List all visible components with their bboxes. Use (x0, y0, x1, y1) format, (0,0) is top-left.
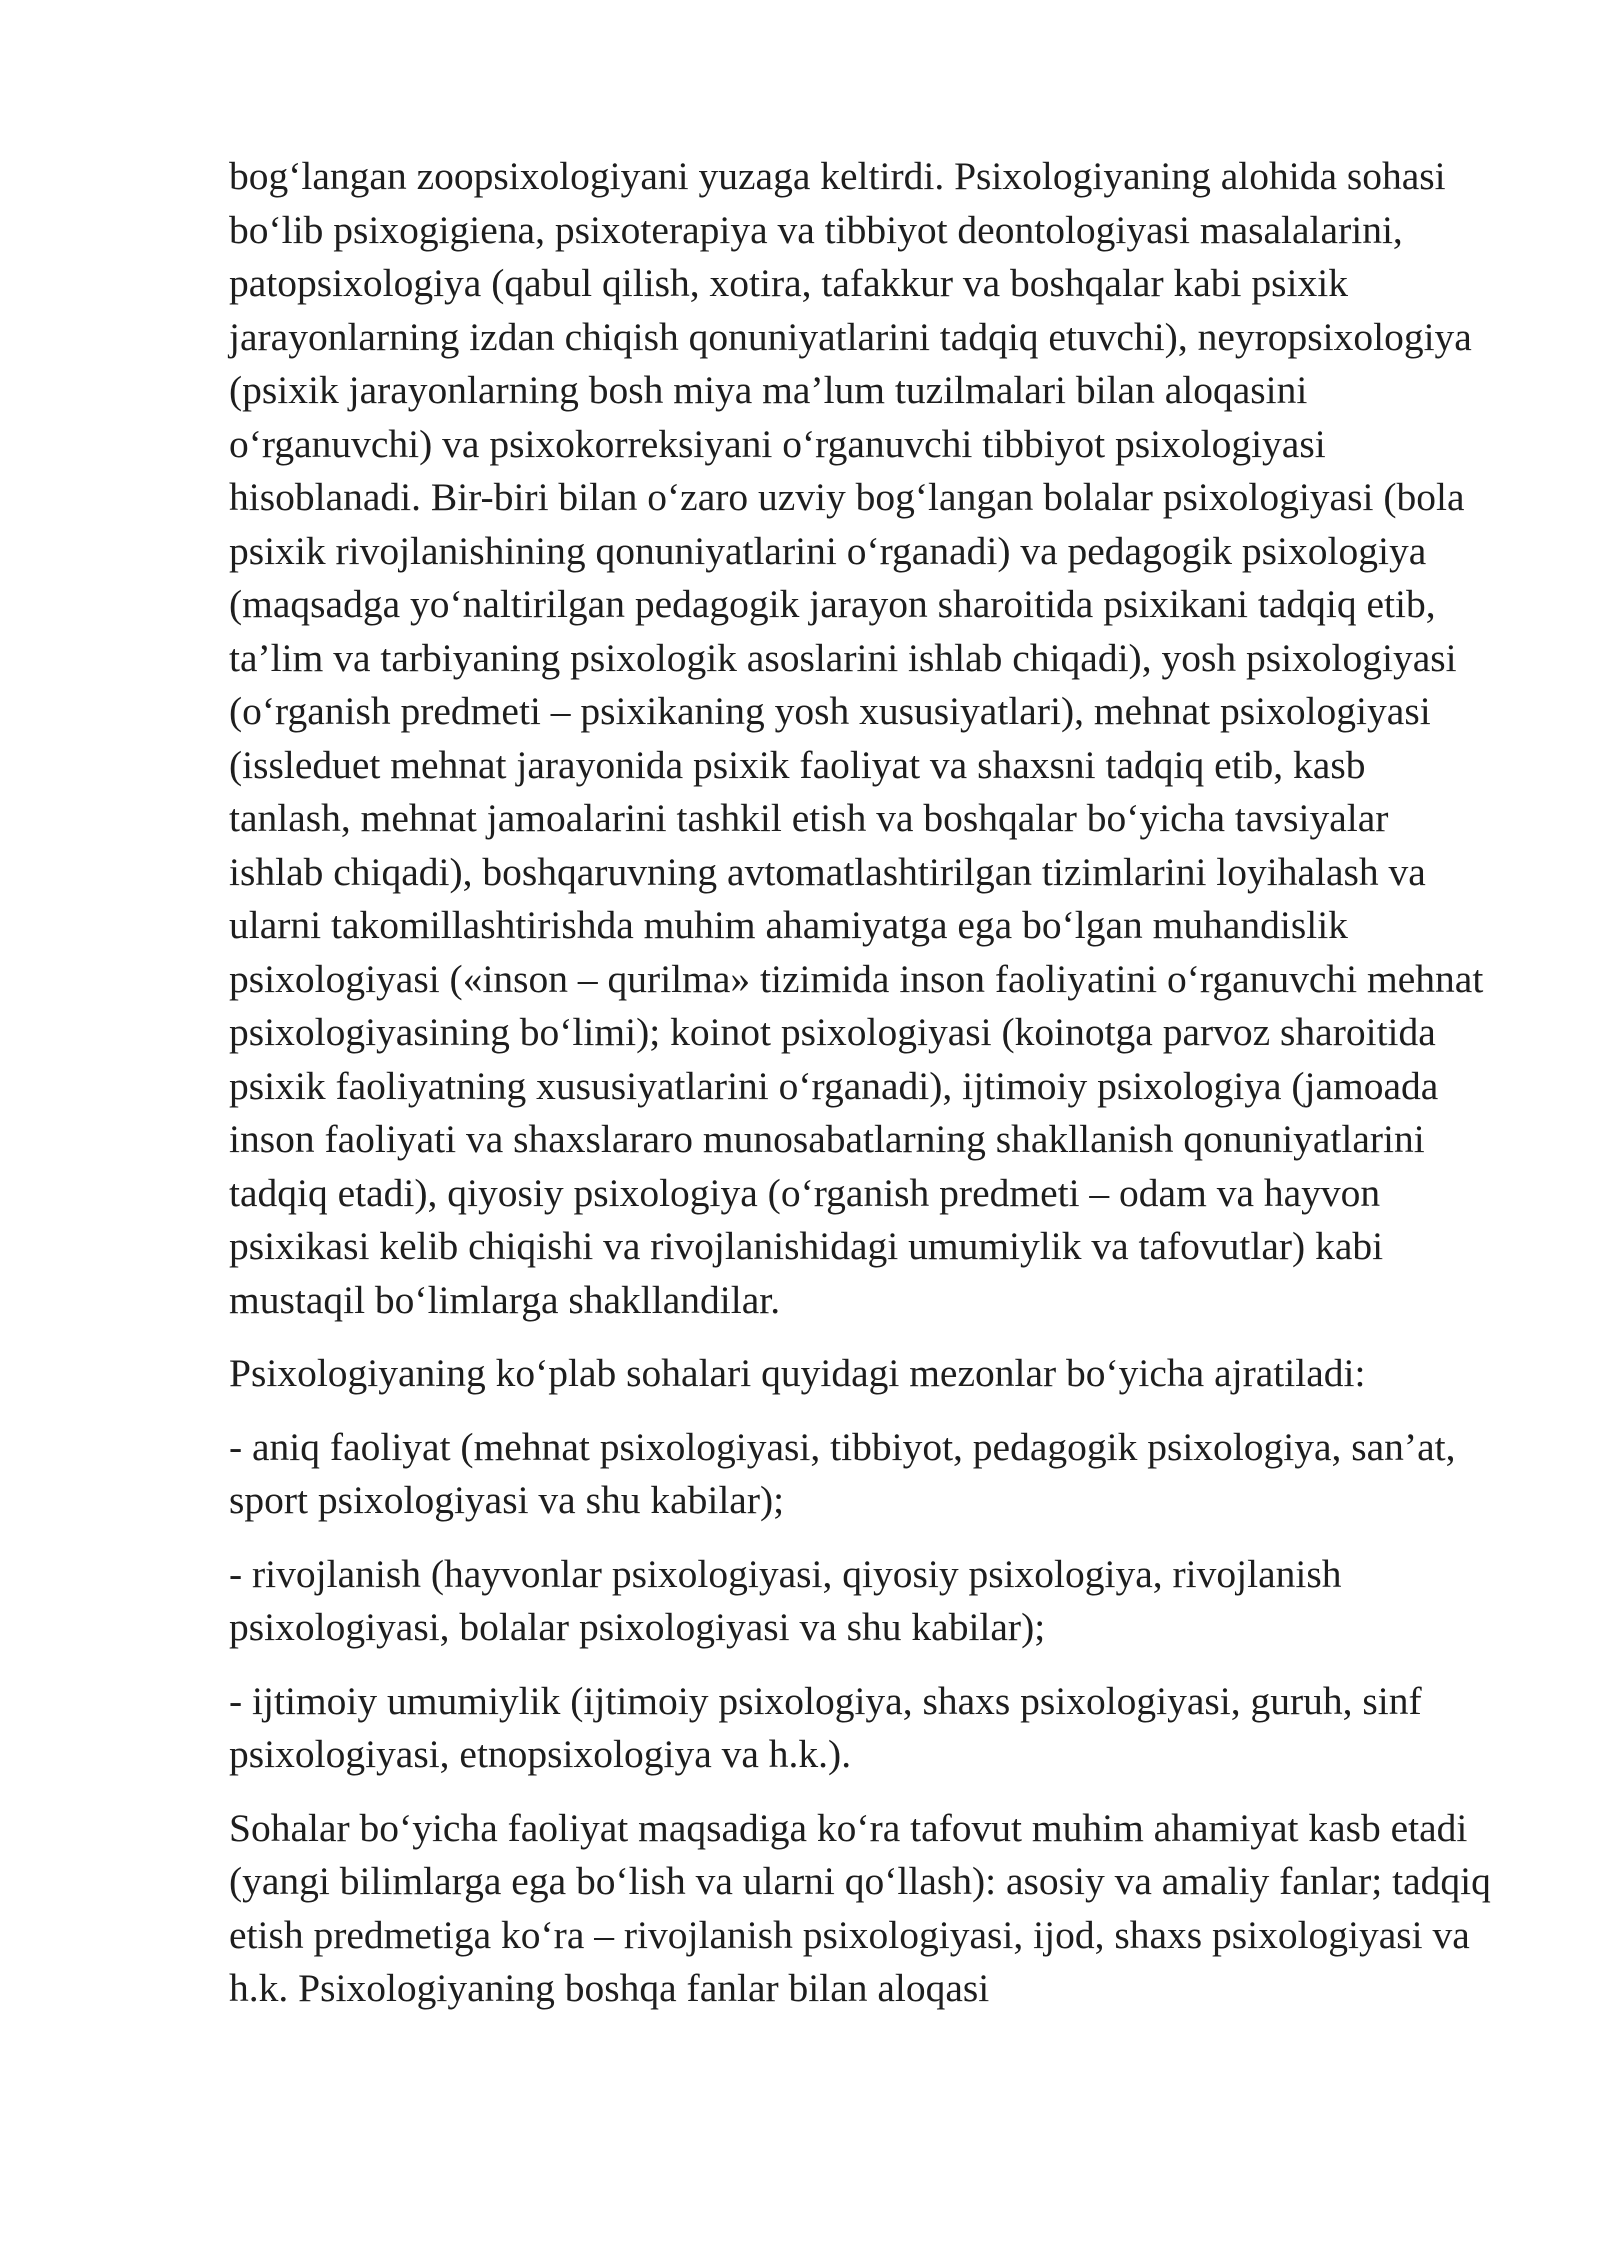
text-column (229, 150, 1491, 2036)
list-item-social-commonality: - ijtimoiy umumiylik (ijtimoiy psixologiya, shaxs psixologiyasi, guruh, sinf psixologiyasi, etnopsixologiya va h.k.). (229, 1678, 1422, 1776)
paragraph-activity-goals: Sohalar bo‘yicha faoliyat maqsadiga ko‘ra tafovut muhim ahamiyat kasb etadi (yangi bilimlarga ega bo‘lish va ularni qo‘llash): asosiy va amaliy fanlar; tadqiq etish predmetiga ko‘ra – rivojlanish psixologiyasi, ijod, shaxs psixologiyasi va h.k. Psixologiyaning boshqa fanlar bilan aloqasi (229, 1805, 1491, 2010)
list-item-development: - rivojlanish (hayvonlar psixologiyasi, qiyosiy psixologiya, rivojlanish psixologiyasi, bolalar psixologiyasi va shu kabilar); (229, 1551, 1342, 1649)
paragraph-criteria-intro: Psixologiyaning ko‘plab sohalari quyidagi mezonlar bo‘yicha ajratiladi: (229, 1351, 1366, 1395)
list-item-specific-activity: - aniq faoliyat (mehnat psixologiyasi, tibbiyot, pedagogik psixologiya, san’at, sport psixologiyasi va shu kabilar); (229, 1424, 1456, 1522)
paragraph-psychology-branches: bog‘langan zoopsixologiyani yuzaga keltirdi. Psixologiyaning alohida sohasi bo‘lib psixogigiena, psixoterapiya va tibbiyot deontologiyasi masalalarini, patopsixologiya (qabul qilish, xotira, tafakkur va boshqalar kabi psixik jarayonlarning izdan chiqish qonuniyatlarini tadqiq etuvchi), neyropsixologiya (psixik jarayonlarning bosh miya ma’lum tuzilmalari bilan aloqasini o‘rganuvchi) va psixokorreksiyani o‘rganuvchi tibbiyot psixologiyasi hisoblanadi. Bir-biri bilan o‘zaro uzviy bog‘langan bolalar psixologiyasi (bola psixik rivojlanishining qonuniyatlarini o‘rganadi) va pedagogik psixologiya (maqsadga yo‘naltirilgan pedagogik jarayon sharoitida psixikani tadqiq etib, ta’lim va tarbiyaning psixologik asoslarini ishlab chiqadi), yosh psixologiyasi (o‘rganish predmeti – psixikaning yosh xususiyatlari), mehnat psixologiyasi (issleduet mehnat jarayonida psixik faoliyat va shaxsni tadqiq etib, kasb tanlash, mehnat jamoalarini tashkil etish va boshqalar bo‘yicha tavsiyalar ishlab chiqadi), boshqaruvning avtomatlashtirilgan tizimlarini loyihalash va ularni takomillashtirishda muhim ahamiyatga ega bo‘lgan muhandislik psixologiyasi («inson – qurilma» tizimida inson faoliyatini o‘rganuvchi mehnat psixologiyasining bo‘limi); koinot psixologiyasi (koinotga parvoz sharoitida psixik faoliyatning xususiyatlarini o‘rganadi), ijtimoiy psixologiya (jamoada inson faoliyati va shaxslararo munosabatlarning shakllanish qonuniyatlarini tadqiq etadi), qiyosiy psixologiya (o‘rganish predmeti – odam va hayvon psixikasi kelib chiqishi va rivojlanishidagi umumiylik va tafovutlar) kabi mustaqil bo‘limlarga shakllandilar. (229, 154, 1484, 1322)
